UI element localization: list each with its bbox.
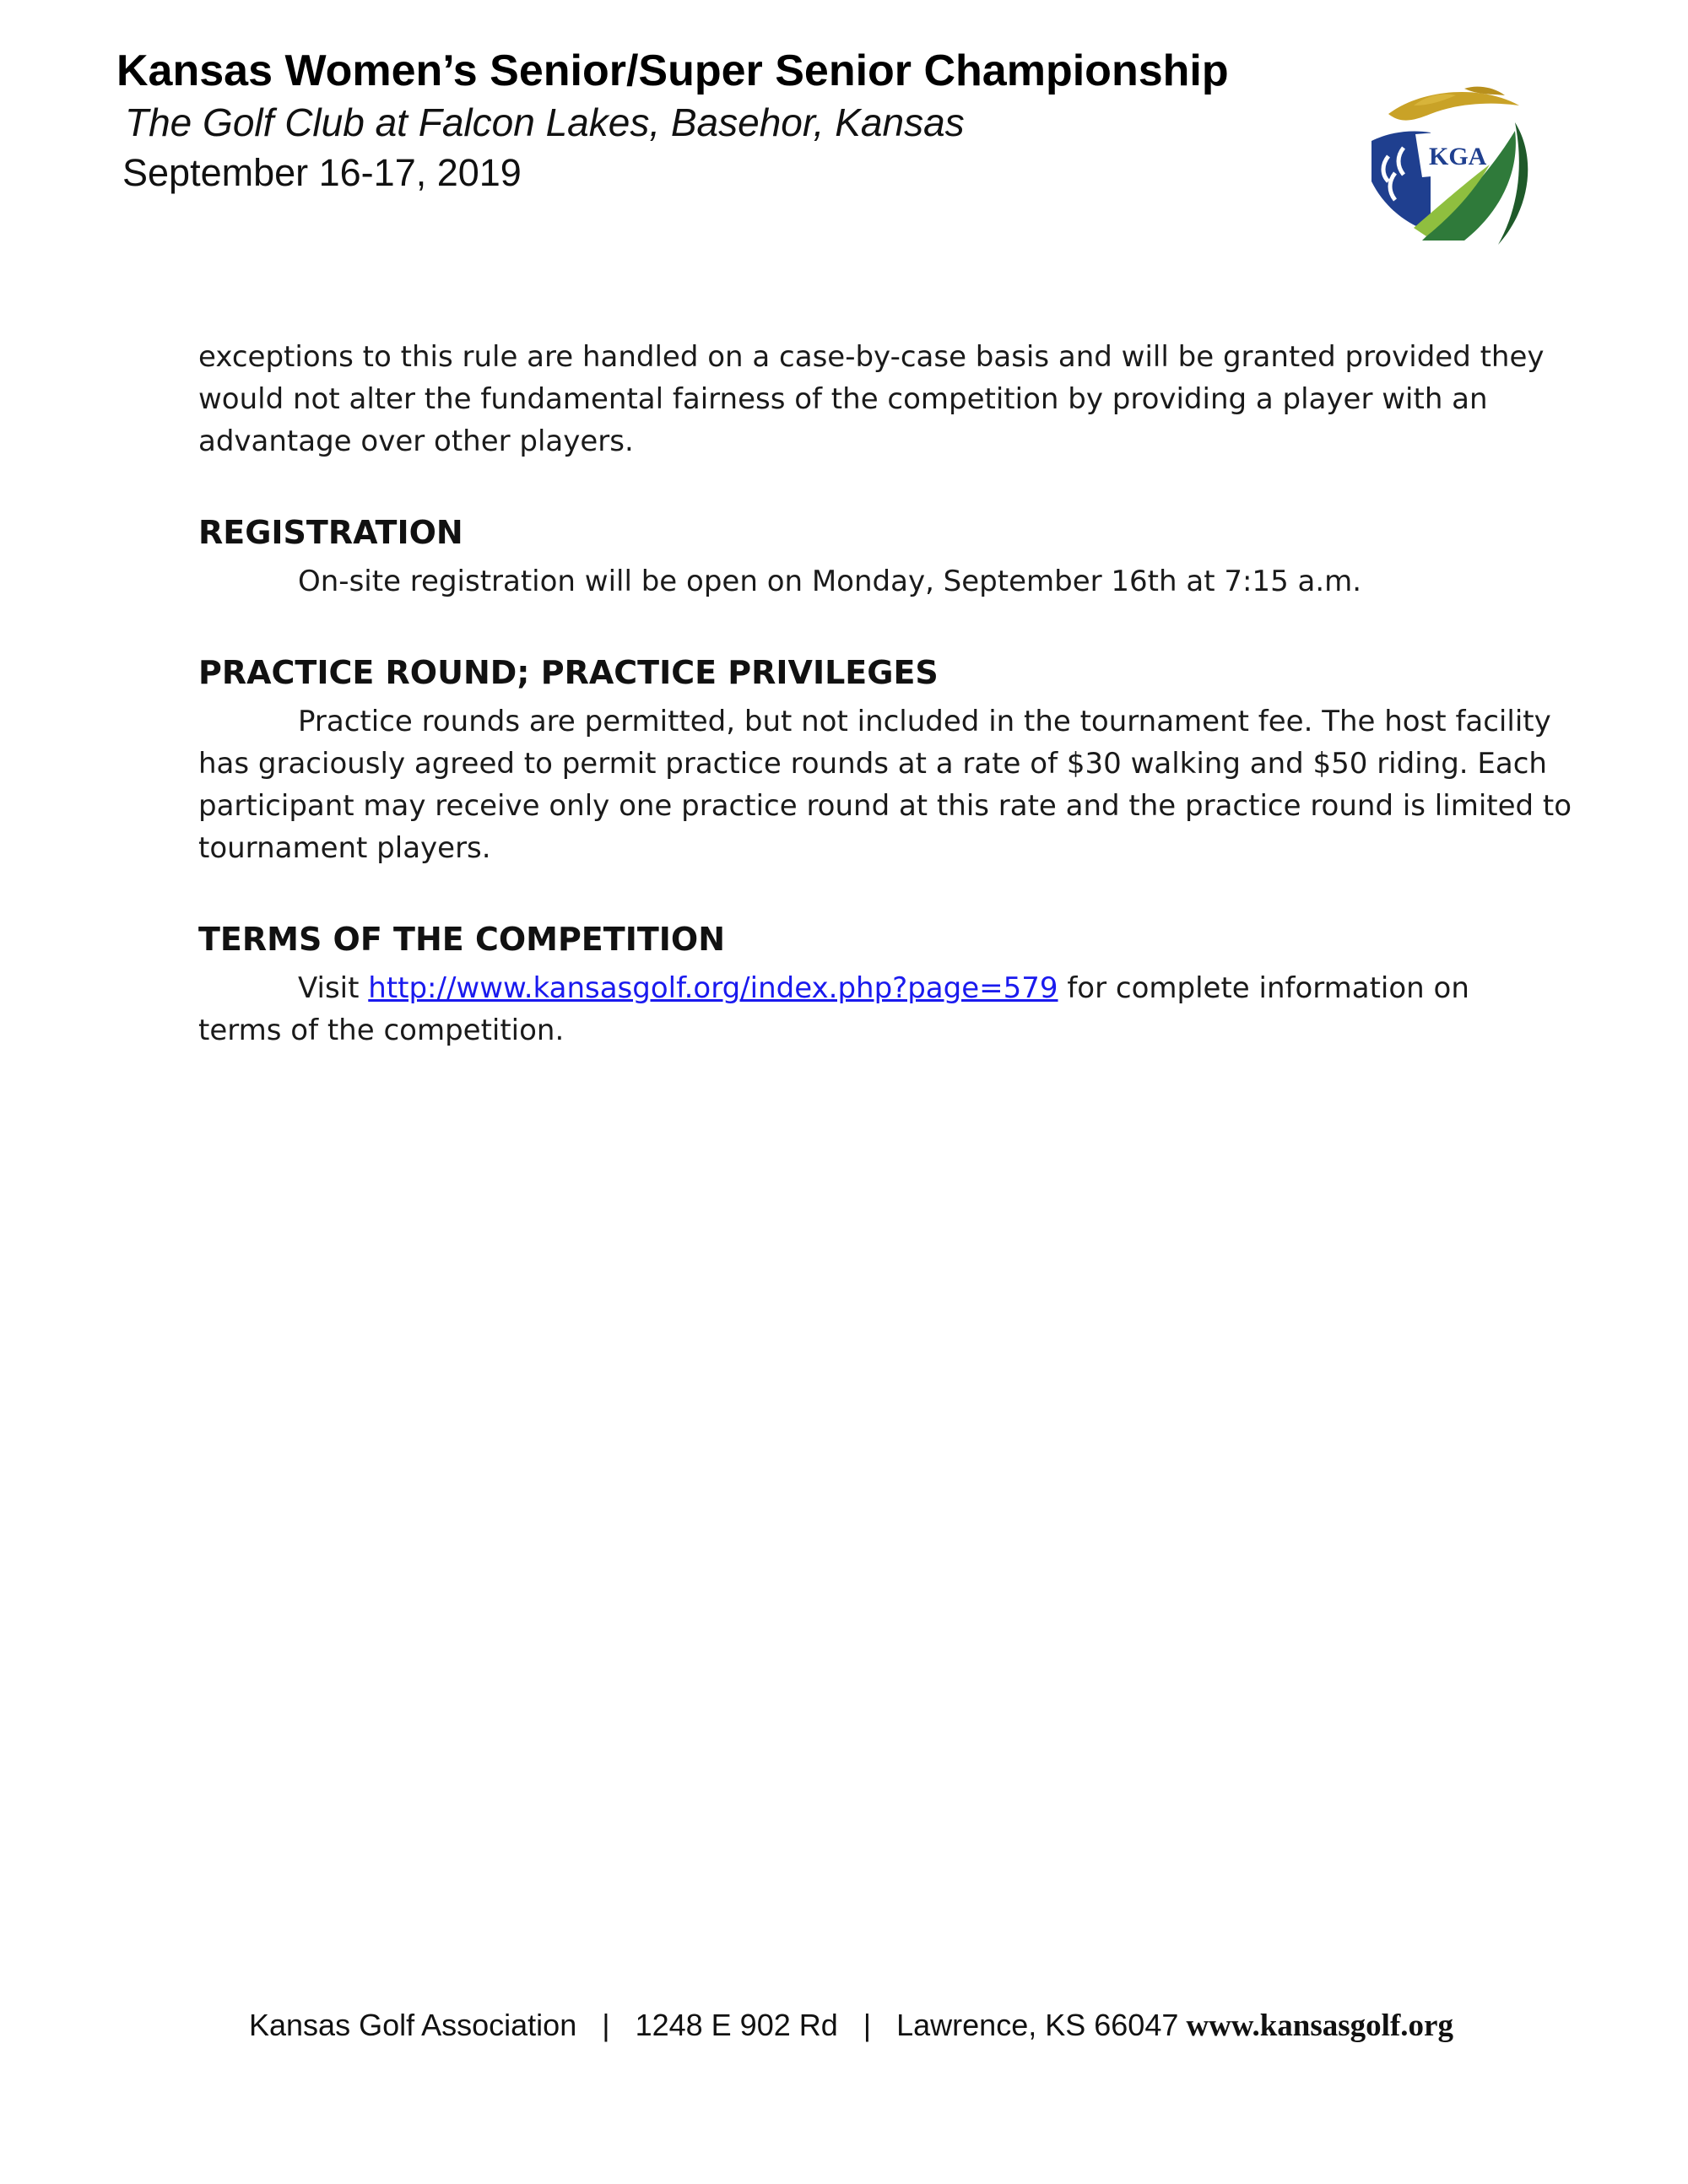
venue-subtitle: The Golf Club at Falcon Lakes, Basehor, Kansas [125, 100, 965, 144]
footer-separator: | [602, 2008, 610, 2042]
footer-org: Kansas Golf Association [249, 2008, 577, 2042]
practice-line: participant may receive only one practice round at this rate and the practice round is limited to [198, 789, 1572, 823]
terms-line [198, 967, 1498, 1009]
registration-text: On-site registration will be open on Monday, September 16th at 7:15 a.m. [298, 565, 1362, 598]
terms-line-2: terms of the competition. [198, 1014, 565, 1047]
document-title: Kansas Women’s Senior/Super Senior Championship [116, 46, 1229, 95]
terms-heading: TERMS OF THE COMPETITION [198, 921, 725, 958]
event-dates: September 16-17, 2019 [122, 151, 522, 194]
practice-line: has graciously agreed to permit practice rounds at a rate of $30 walking and $50 riding. Each [198, 747, 1547, 781]
intro-paragraph [198, 336, 1545, 462]
intro-line: advantage over other players. [198, 424, 634, 458]
logo-text: KGA [1429, 143, 1487, 170]
terms-prefix: Visit [298, 971, 369, 1005]
footer-website[interactable]: www.kansasgolf.org [1186, 2008, 1453, 2043]
registration-heading: REGISTRATION [198, 514, 463, 551]
intro-line: would not alter the fundamental fairness of the competition by providing a player with an [198, 382, 1488, 416]
practice-heading: PRACTICE ROUND; PRACTICE PRIVILEGES [198, 654, 939, 691]
registration-paragraph [198, 560, 1498, 603]
intro-line: exceptions to this rule are handled on a case-by-case basis and will be granted provided they [198, 340, 1545, 374]
practice-line: Practice rounds are permitted, but not included in the tournament fee. The host facility [298, 705, 1551, 738]
practice-paragraph [198, 700, 1572, 869]
terms-link[interactable]: http://www.kansasgolf.org/index.php?page=579 [368, 971, 1058, 1005]
terms-paragraph [198, 967, 1498, 1051]
page-footer [249, 2003, 1453, 2048]
practice-line: tournament players. [198, 831, 491, 865]
footer-separator: | [863, 2008, 872, 2042]
kga-logo [1363, 80, 1540, 257]
footer-address: 1248 E 902 Rd [635, 2008, 838, 2042]
terms-suffix: for complete information on [1058, 971, 1469, 1005]
footer-city: Lawrence, KS 66047 [896, 2008, 1179, 2042]
